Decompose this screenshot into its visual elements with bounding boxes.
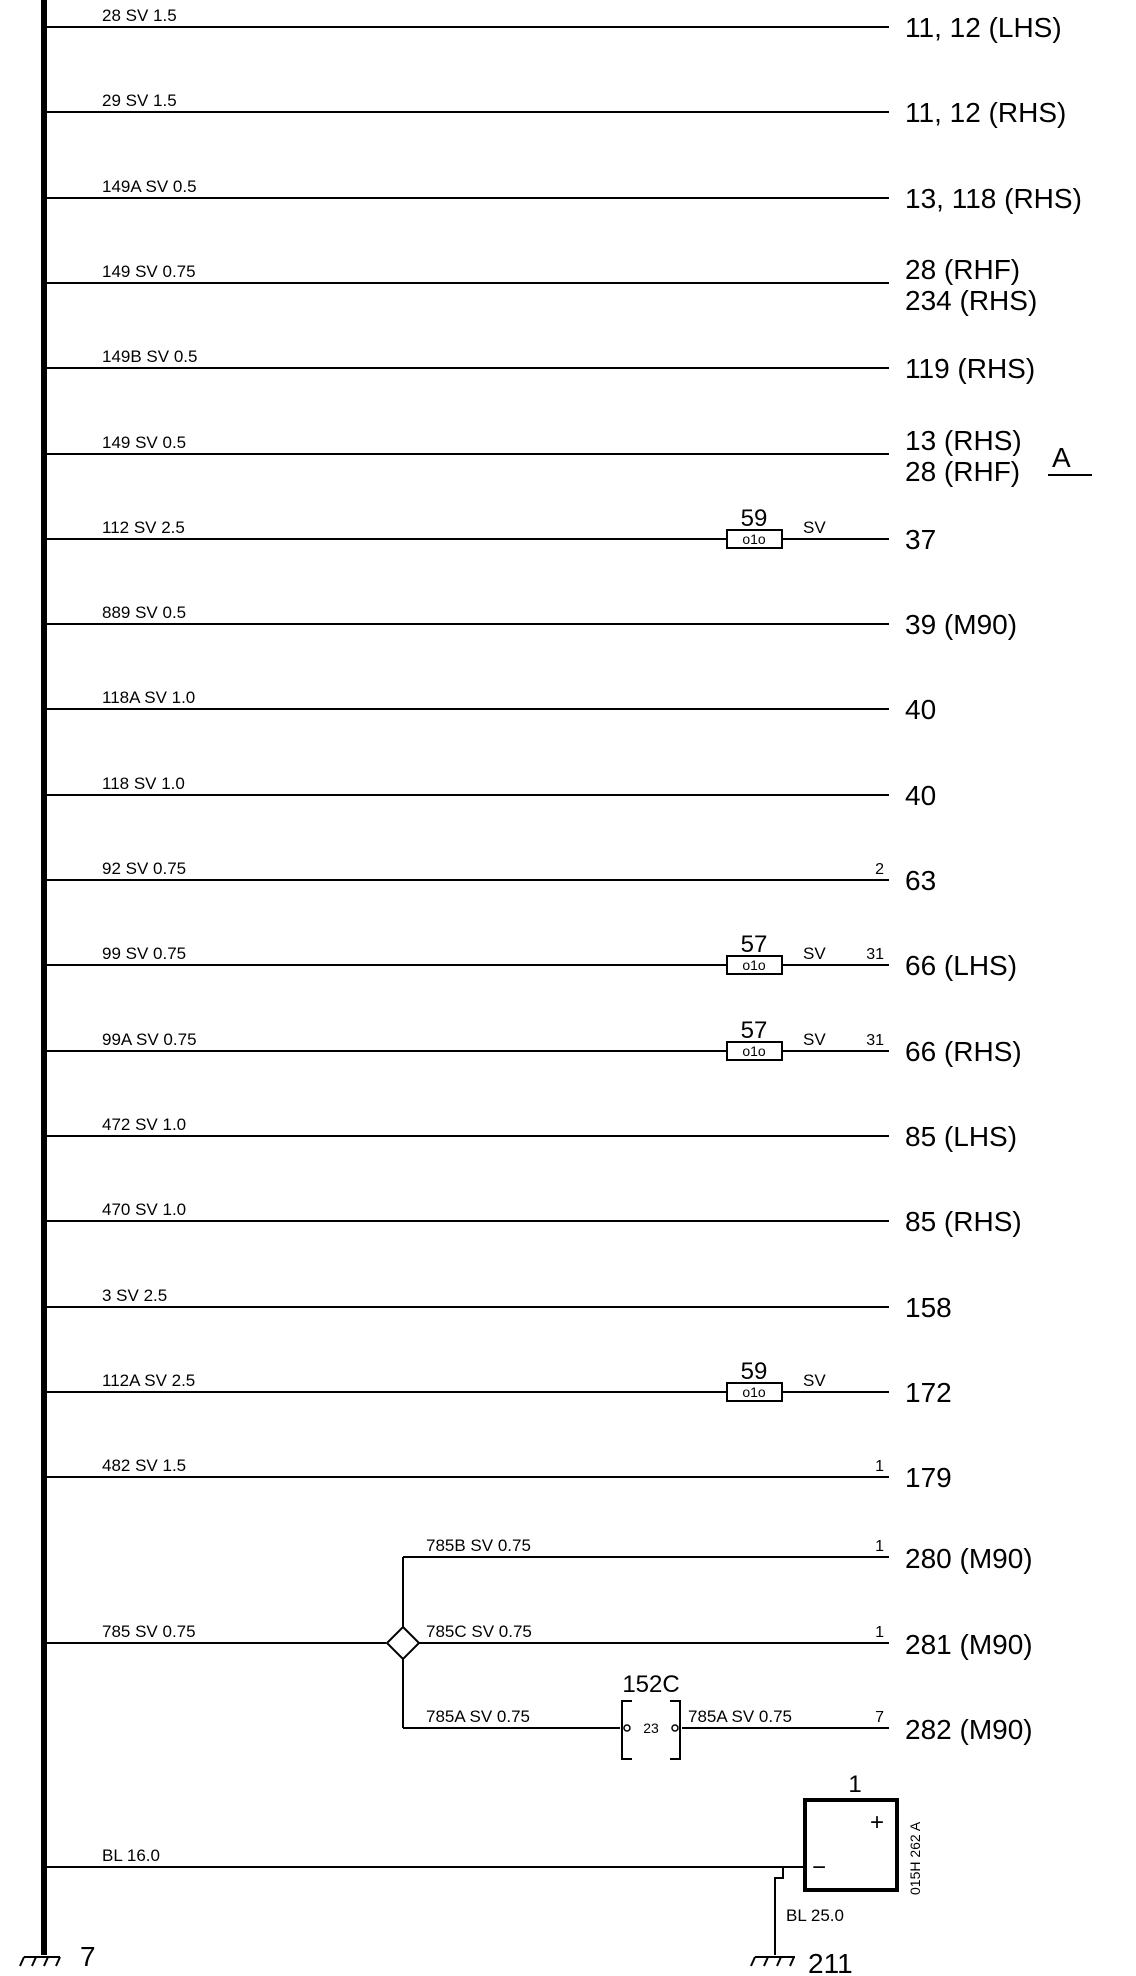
battery-group: [44, 1771, 923, 1976]
circuit-wire-label: 118 SV 1.0: [102, 774, 185, 793]
circuit-wire-label: 470 SV 1.0: [102, 1200, 187, 1219]
connector-number: 59: [740, 505, 768, 532]
circuit-dest: 11, 12 (LHS): [905, 12, 1062, 43]
circuit-dest: 11, 12 (RHS): [905, 97, 1067, 128]
circuit-dest: 39 (M90): [905, 609, 1018, 640]
circuit-dest: 37: [905, 524, 937, 555]
circuit-wire-label: 149B SV 0.5: [102, 347, 198, 366]
connector-pins: o1o: [742, 1043, 766, 1059]
connector-152c: [622, 1671, 680, 1759]
circuit-c6: [44, 425, 1092, 487]
circuit-wire-label: 112 SV 2.5: [102, 518, 185, 537]
circuit-dest: 40: [905, 780, 937, 811]
circuit-dest: 119 (RHS): [905, 353, 1036, 384]
connector-57: [727, 931, 826, 974]
connector-152c-number: 152C: [622, 1671, 680, 1698]
circuit-dest: 40: [905, 694, 937, 725]
circuit-pin: 31: [866, 1032, 884, 1049]
circuit-c17: [44, 1358, 952, 1408]
branch-a-wire-label: 785A SV 0.75: [426, 1707, 530, 1726]
connector-color: SV: [803, 944, 826, 963]
branch-c-pin: 1: [875, 1624, 884, 1641]
circuit-note: A: [1052, 442, 1071, 473]
circuit-pin: 2: [875, 861, 884, 878]
circuit-pin: 31: [866, 946, 884, 963]
connector-152c-pins: 23: [643, 1720, 659, 1736]
circuit-dest: 66 (RHS): [905, 1036, 1022, 1067]
battery-plus: +: [870, 1809, 885, 1836]
branch-a-pin: 7: [875, 1709, 884, 1726]
splice-group: [44, 1536, 1033, 1759]
battery-ground-symbol: [751, 1957, 795, 1966]
circuit-wire-label: 118A SV 1.0: [102, 688, 196, 707]
circuit-c3: [44, 177, 1082, 214]
circuit-c2: [44, 91, 1066, 128]
connector-color: SV: [803, 1371, 826, 1390]
circuit-dest: 85 (LHS): [905, 1121, 1018, 1152]
circuit-wire-label: 482 SV 1.5: [102, 1456, 187, 1475]
bus-ground-label: 7: [80, 1941, 96, 1972]
battery-minus: −: [812, 1854, 827, 1881]
branch-a-out-wire-label: 785A SV 0.75: [688, 1707, 792, 1726]
circuit-dest: 13 (RHS): [905, 425, 1022, 456]
branch-b-pin: 1: [875, 1538, 884, 1555]
circuit-c10: [44, 774, 936, 811]
circuit-wire-label: 149 SV 0.75: [102, 262, 196, 281]
circuit-dest: 158: [905, 1292, 952, 1323]
circuit-dest: 85 (RHS): [905, 1206, 1022, 1237]
circuit-pin: 1: [875, 1458, 884, 1475]
circuit-dest: 28 (RHF): [905, 254, 1021, 285]
circuit-wire-label: 99A SV 0.75: [102, 1030, 197, 1049]
circuit-c8: [44, 603, 1017, 640]
circuit-wire-label: 92 SV 0.75: [102, 859, 187, 878]
battery-number: 1: [848, 1771, 862, 1798]
circuits: [44, 6, 1092, 1493]
circuit-c15: [44, 1200, 1022, 1237]
circuit-dest-2: 28 (RHF): [905, 456, 1021, 487]
circuit-wire-label: 112A SV 2.5: [102, 1371, 196, 1390]
circuit-c12: [44, 931, 1017, 981]
battery-ground-wire-label: BL 25.0: [786, 1906, 844, 1925]
circuit-c13: [44, 1017, 1022, 1067]
circuit-wire-label: 149A SV 0.5: [102, 177, 197, 196]
circuit-dest: 13, 118 (RHS): [905, 183, 1082, 214]
connector-pins: o1o: [742, 1384, 766, 1400]
circuit-wire-label: 29 SV 1.5: [102, 91, 177, 110]
circuit-dest: 63: [905, 865, 937, 896]
connector-color: SV: [803, 518, 826, 537]
circuit-c4: [44, 254, 1037, 316]
connector-number: 57: [740, 1017, 768, 1044]
circuit-c18: [44, 1456, 952, 1493]
connector-number: 57: [740, 931, 768, 958]
circuit-dest-2: 234 (RHS): [905, 285, 1038, 316]
circuit-dest: 172: [905, 1377, 952, 1408]
circuit-wire-label: 99 SV 0.75: [102, 944, 187, 963]
circuit-c1: [44, 6, 1062, 43]
splice-input-wire-label: 785 SV 0.75: [102, 1622, 196, 1641]
connector-pins: o1o: [742, 531, 766, 547]
battery-ground-label: 211: [808, 1948, 853, 1976]
connector-59: [727, 505, 826, 548]
circuit-wire-label: 149 SV 0.5: [102, 433, 187, 452]
branch-b-dest: 280 (M90): [905, 1543, 1033, 1574]
circuit-c9: [44, 688, 936, 725]
circuit-c5: [44, 347, 1035, 384]
branch-c-dest: 281 (M90): [905, 1629, 1033, 1660]
circuit-wire-label: 889 SV 0.5: [102, 603, 187, 622]
battery-side-label: 015H 262 A: [907, 1821, 923, 1895]
circuit-wire-label: 28 SV 1.5: [102, 6, 177, 25]
battery-wire-label: BL 16.0: [102, 1846, 160, 1865]
connector-59: [727, 1358, 826, 1401]
splice-diamond: [387, 1627, 419, 1659]
connector-57: [727, 1017, 826, 1060]
connector-pins: o1o: [742, 957, 766, 973]
circuit-wire-label: 472 SV 1.0: [102, 1115, 187, 1134]
circuit-c14: [44, 1115, 1017, 1152]
circuit-dest: 66 (LHS): [905, 950, 1018, 981]
connector-color: SV: [803, 1030, 826, 1049]
circuit-wire-label: 3 SV 2.5: [102, 1286, 168, 1305]
bus-ground-symbol: [20, 1957, 60, 1966]
branch-b-wire-label: 785B SV 0.75: [426, 1536, 531, 1555]
branch-c-wire-label: 785C SV 0.75: [426, 1622, 532, 1641]
branch-a-dest: 282 (M90): [905, 1714, 1033, 1745]
circuit-c7: [44, 505, 936, 555]
circuit-c11: [44, 859, 936, 896]
connector-number: 59: [740, 1358, 768, 1385]
circuit-c16: [44, 1286, 952, 1323]
circuit-dest: 179: [905, 1462, 952, 1493]
